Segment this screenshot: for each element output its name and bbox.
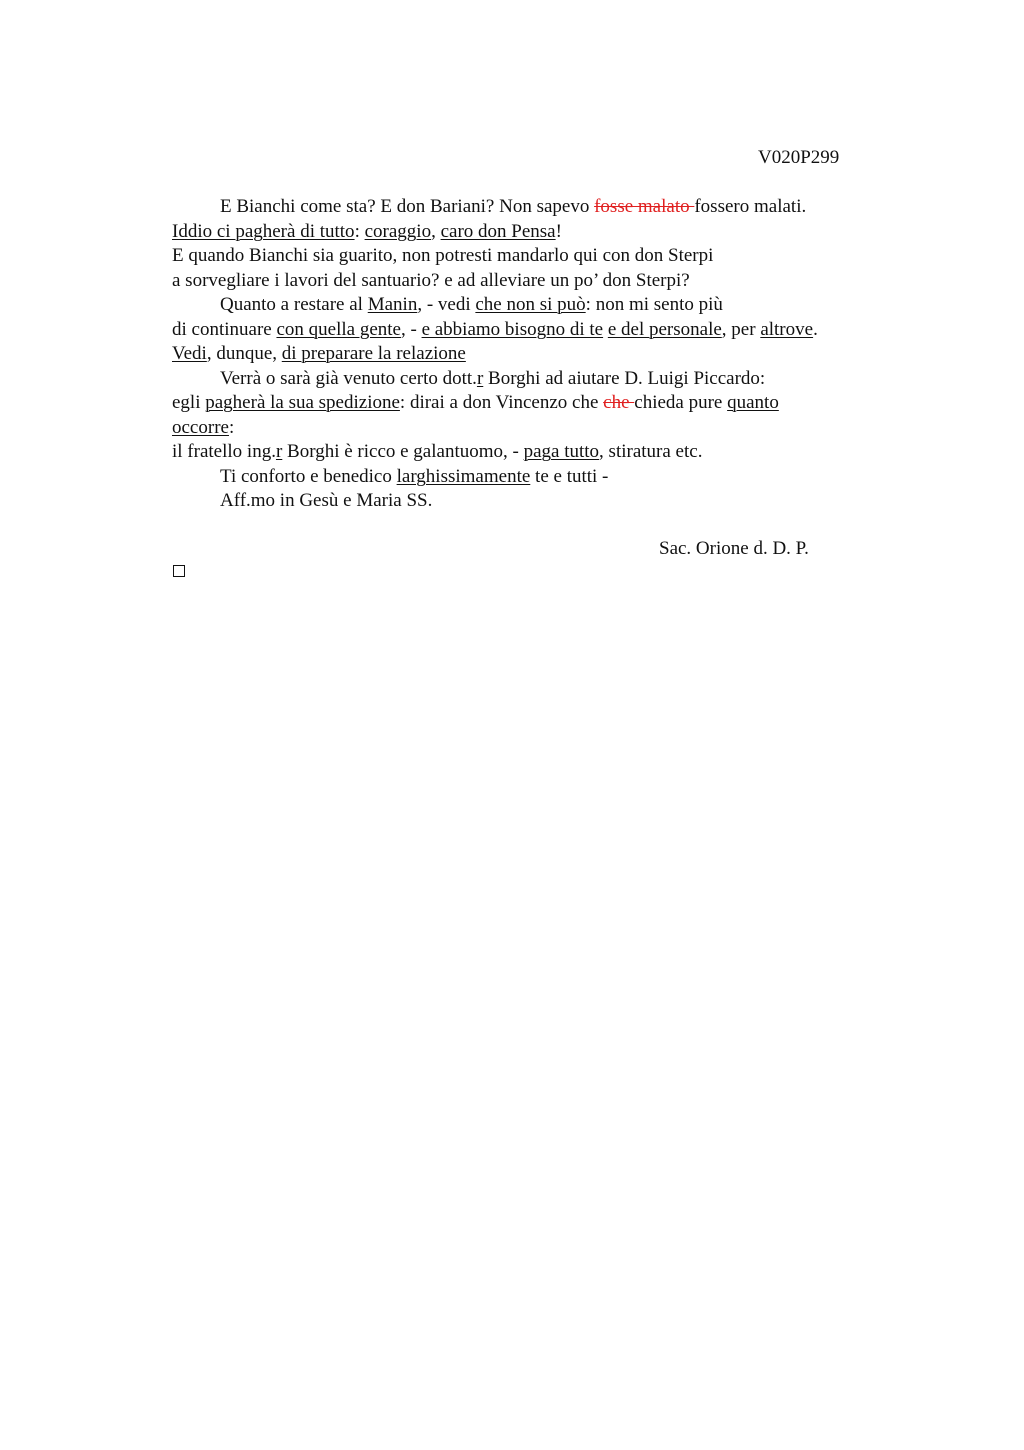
text-run: , dunque, xyxy=(206,343,282,364)
text-run: , per xyxy=(721,318,761,340)
deleted-text: che xyxy=(603,392,635,413)
letter-line xyxy=(172,244,892,269)
letter-line xyxy=(172,465,892,490)
text-run: : xyxy=(354,220,365,242)
text-run: chieda pure xyxy=(634,392,728,413)
text-run: te e tutti - xyxy=(530,465,609,487)
underlined-text: Iddio ci pagherà di tutto xyxy=(172,220,355,242)
text-run: Ti conforto e benedico xyxy=(220,465,397,487)
underlined-text: e abbiamo bisogno di te xyxy=(421,318,604,340)
letter-line xyxy=(172,489,892,514)
square-outline-icon xyxy=(173,565,185,577)
deleted-text: fosse malato xyxy=(594,196,695,217)
letter-line xyxy=(172,195,892,220)
underlined-text: coraggio xyxy=(364,220,432,242)
letter-body xyxy=(172,195,892,514)
underlined-text: Manin xyxy=(367,294,418,315)
underlined-text: con quella gente xyxy=(276,318,401,340)
letter-line xyxy=(172,416,892,441)
underlined-text: pagherà la sua spedizione xyxy=(205,392,400,413)
underlined-text: caro don Pensa xyxy=(440,220,556,242)
signature: Sac. Orione d. D. P. xyxy=(659,538,809,559)
text-run: egli xyxy=(172,392,206,413)
underlined-text: altrove xyxy=(760,318,814,340)
text-run: ! xyxy=(555,220,562,242)
text-run: , stiratura etc. xyxy=(599,441,703,462)
text-run: di continuare xyxy=(172,318,277,340)
letter-line xyxy=(172,391,892,416)
underlined-text: e del personale xyxy=(607,318,722,340)
text-run: . xyxy=(813,318,818,340)
underlined-text: larghissimamente xyxy=(396,465,531,487)
letter-line xyxy=(172,269,892,294)
letter-line xyxy=(172,367,892,392)
text-run: Borghi ad aiutare D. Luigi Piccardo: xyxy=(483,367,766,389)
letter-line xyxy=(172,220,892,245)
text-run: , xyxy=(431,220,441,242)
text-run: Aff.mo in Gesù e Maria SS. xyxy=(220,490,433,511)
text-run: il fratello ing. xyxy=(172,441,276,462)
text-run: , - xyxy=(400,318,422,340)
text-run: fossero malati. xyxy=(694,196,807,217)
underlined-text: Vedi xyxy=(172,343,207,364)
text-run: Quanto a restare al xyxy=(220,294,368,315)
letter-line xyxy=(172,318,892,343)
underlined-text: r xyxy=(275,441,283,462)
underlined-text: che non si può xyxy=(475,294,586,315)
underlined-text: occorre xyxy=(172,416,229,438)
text-run: Borghi è ricco e galantuomo, - xyxy=(282,441,524,462)
text-run: : xyxy=(228,416,235,438)
letter-line xyxy=(172,440,892,465)
text-run: Verrà o sarà già venuto certo dott. xyxy=(220,367,477,389)
text-run: : dirai a don Vincenzo che xyxy=(399,392,604,413)
underlined-text: di preparare la relazione xyxy=(281,343,466,364)
document-code: V020P299 xyxy=(758,147,840,168)
text-run: , - vedi xyxy=(417,294,476,315)
underlined-text: paga tutto xyxy=(523,441,600,462)
letter-line xyxy=(172,293,892,318)
text-run: : non mi sento più xyxy=(585,294,723,315)
text-run: a sorvegliare i lavori del santuario? e ad alleviare un po’ don Sterpi? xyxy=(172,269,690,291)
underlined-text: r xyxy=(476,367,484,389)
letter-line xyxy=(172,342,892,367)
underlined-text: quanto xyxy=(727,392,779,413)
text-run: E quando Bianchi sia guarito, non potresti mandarlo qui con don Sterpi xyxy=(172,245,714,266)
text-run: E Bianchi come sta? E don Bariani? Non sapevo xyxy=(220,196,595,217)
